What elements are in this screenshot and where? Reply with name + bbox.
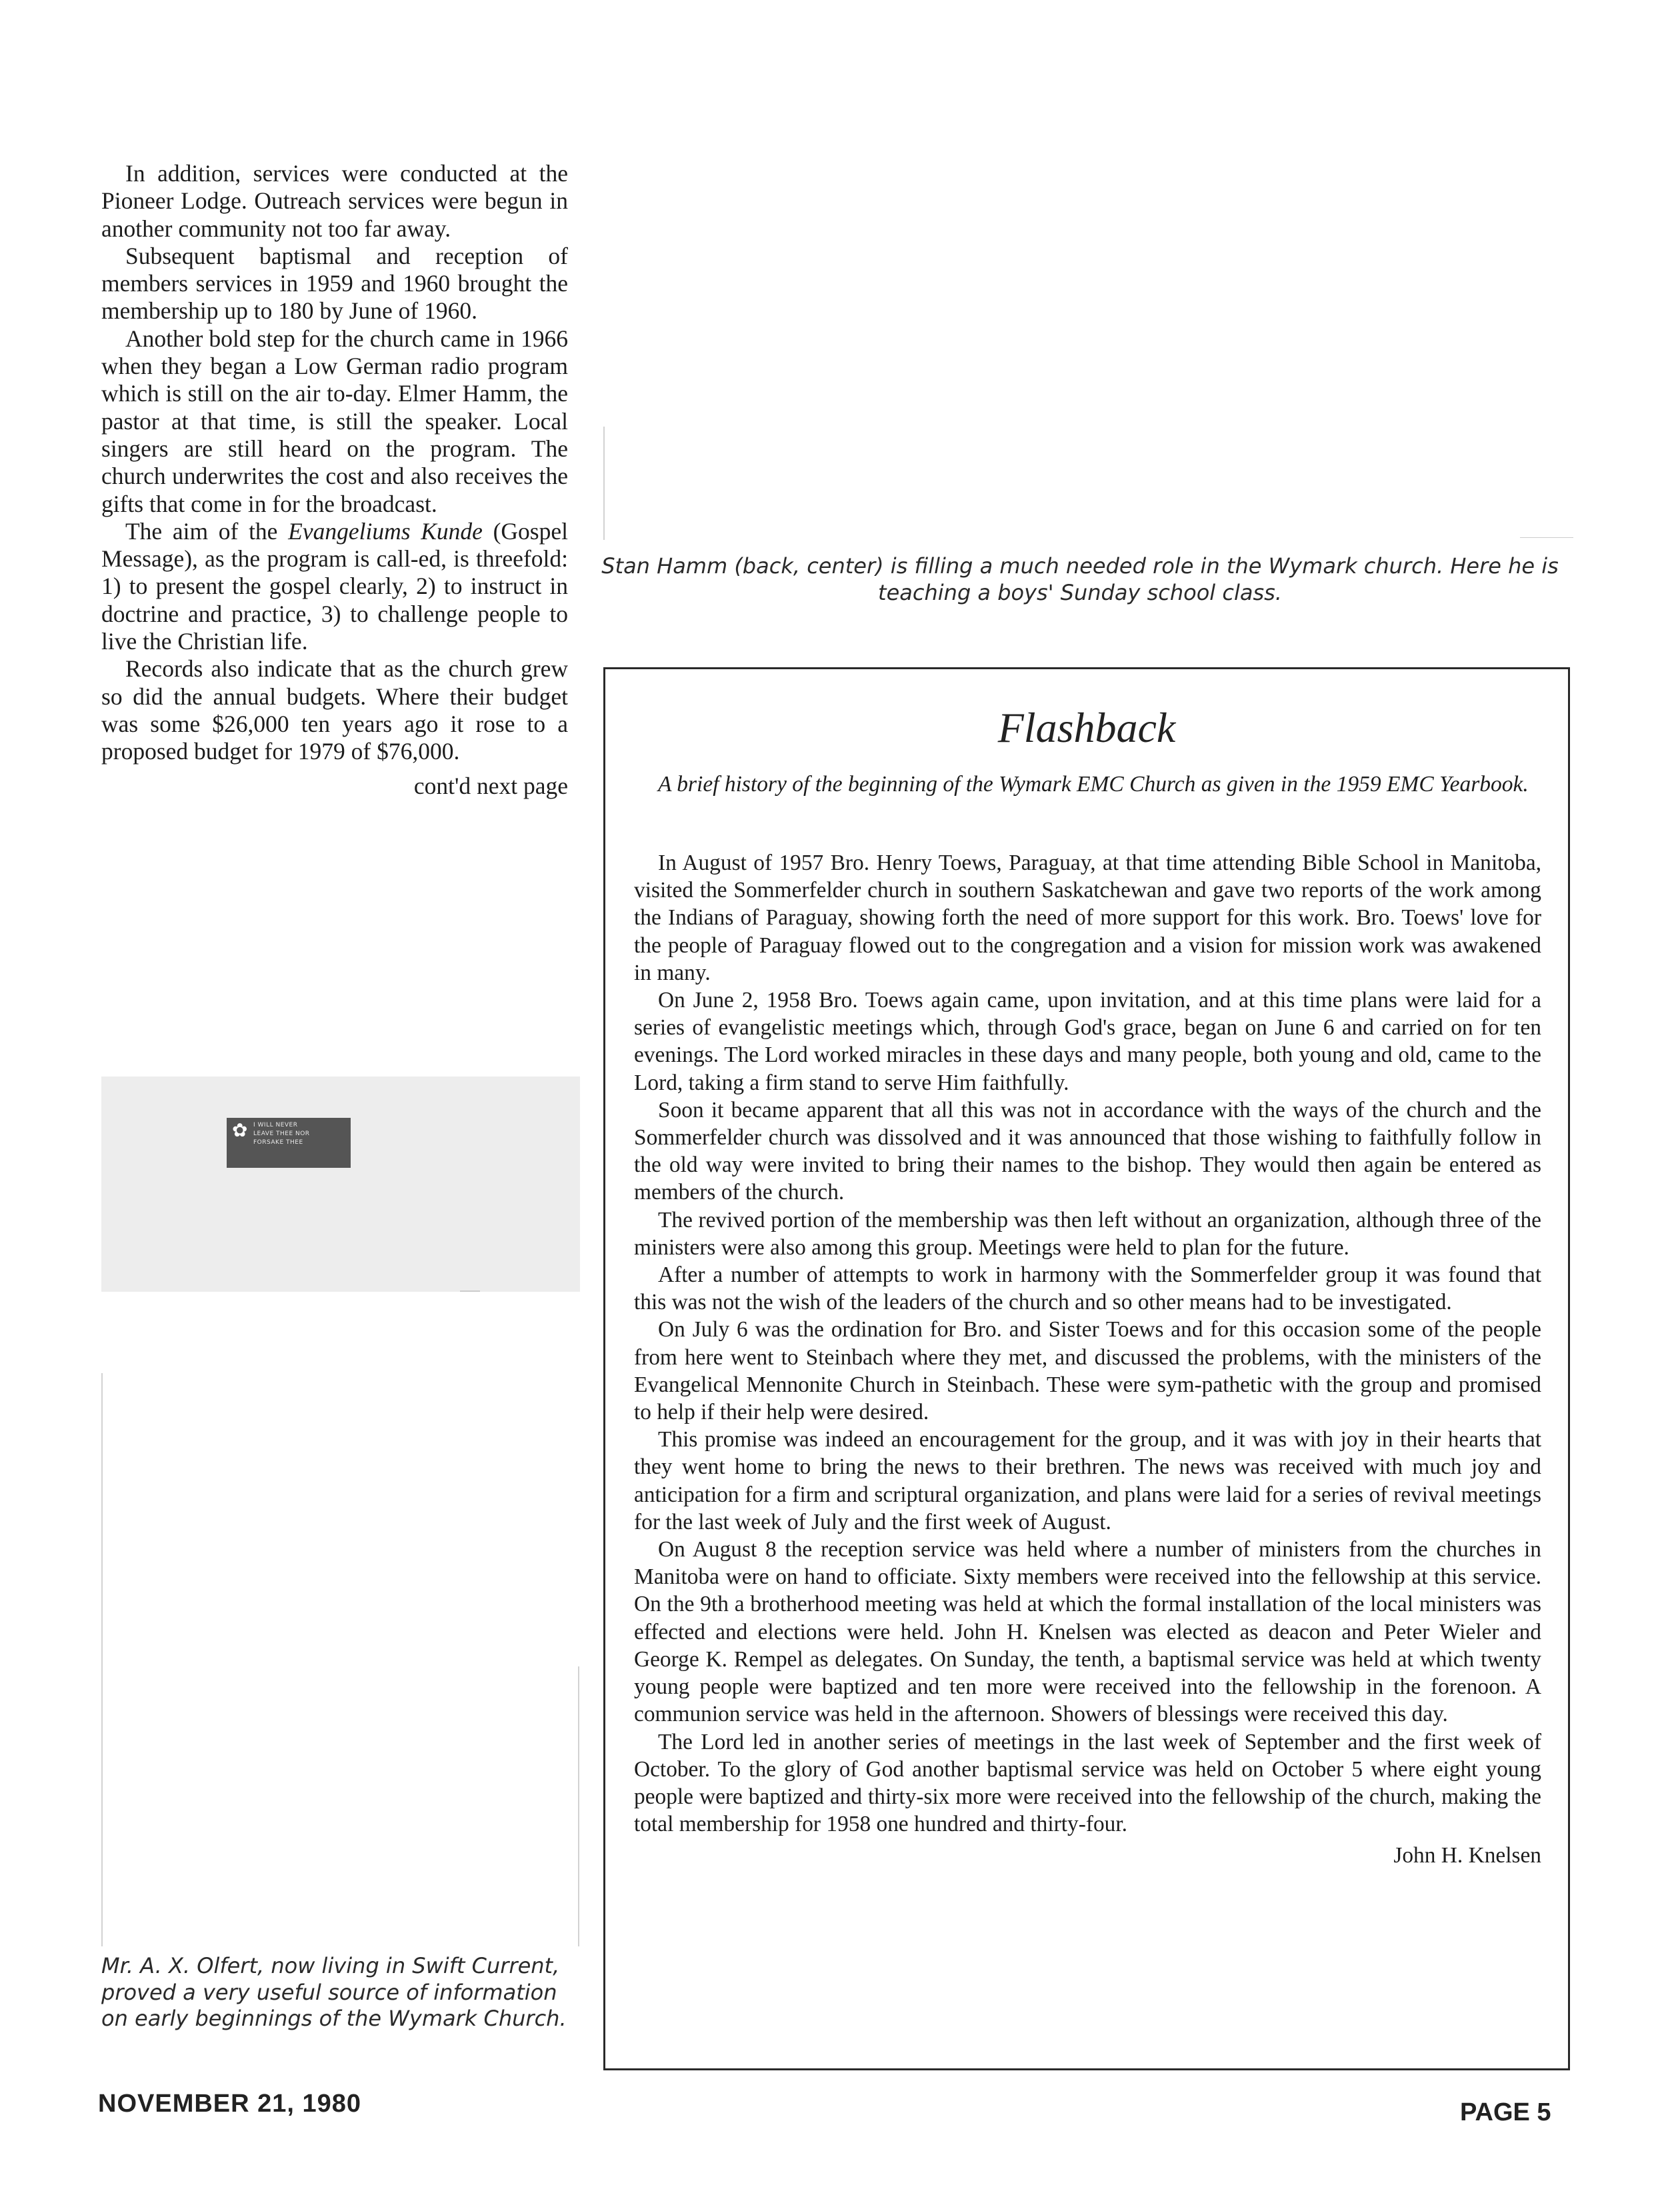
plaque-photo [101, 1077, 580, 1292]
flashback-paragraph: In August of 1957 Bro. Henry Toews, Paraguay, at that time attending Bible School in Manitoba, visited the Sommerfelder church in southern Saskatchewan and gave two reports of the work among the Indians of Paraguay, showing forth the need of more support for this work. Bro. Toews' love for the people of Paraguay flowed out to the congregation and a vision for mission work was awakened in many. [634, 851, 1541, 985]
flashback-paragraph: On July 6 was the ordination for Bro. and Sister Toews and for this occasion some of the people from here went to Steinbach where they met, and discussed the problems, with the ministers of the Evangelical Mennonite Church in Steinbach. These were sym-pathetic with the group and promised to help if their help were desired. [634, 1317, 1541, 1425]
flashback-signature: John H. Knelsen [1393, 1843, 1541, 1868]
flashback-intro: A brief history of the beginning of the Wymark EMC Church as given in the 1959 EMC Yearbook. [658, 772, 1529, 797]
flower-decoration-icon: ✿ [232, 1119, 248, 1141]
article-left-column [101, 160, 568, 800]
flashback-paragraph: The revived portion of the membership was then left without an organization, although three of the ministers were also among this group. Meetings were held to plan for the future. [634, 1207, 1541, 1260]
plaque-line: FORSAKE THEE [253, 1139, 303, 1146]
program-title: Evangeliums Kunde [288, 517, 483, 545]
flashback-paragraph: On August 8 the reception service was held where a number of ministers from the churches in Manitoba were on hand to officiate. Sixty members were received into the fellowship at this service. On the 9th a brotherhood meeting was held at which the formal installation of the local ministers was effected and elections were held. John H. Knelsen was elected as deacon and Peter Wieler and George K. Rempel as delegates. On Sunday, the tenth, a baptismal service was held at which twenty young people were baptized and ten more were received into the fellowship in the forenoon. A communion service was held in the afternoon. Showers of blessings were received this day. [634, 1537, 1541, 1727]
article-paragraph: Another bold step for the church came in 1966 when they began a Low German radio program which is still on the air to-day. Elmer Hamm, the pastor at that time, is still the speaker. Local singers are still heard on the program. The church underwrites the cost and also receives the gifts that come in for the broadcast. [101, 325, 568, 517]
aim-text-end: (Gospel Message), as the program is call-ed, is threefold: 1) to present the gospel clearly, 2) to instruct in doctrine and practice, 3) to challenge people to live the Christian life. [101, 517, 568, 655]
photo-edge-line [101, 1373, 103, 1946]
article-paragraph: In addition, services were conducted at the Pioneer Lodge. Outreach services were begun in another community not too far away. [101, 160, 568, 242]
flashback-paragraph: After a number of attempts to work in harmony with the Sommerfelder group it was found that this was not the wish of the leaders of the church and so other means had to be investigated. [634, 1262, 1541, 1315]
continued-note: cont'd next page [413, 772, 568, 799]
article-paragraph: Records also indicate that as the church grew so did the annual budgets. Where their budget was some $26,000 ten years ago it rose to a proposed budget for 1979 of $76,000. [101, 655, 568, 765]
flashback-paragraph: The Lord led in another series of meetings in the last week of September and the first week of October. To the glory of God another baptismal service was held on October 5 where eight young people were baptized and thirty-six more were received into the fellowship of the church, making the total membership for 1958 one hundred and thirty-four. [634, 1729, 1541, 1837]
photo-caption-right: Stan Hamm (back, center) is filling a much needed role in the Wymark church. Here he is teaching a boys' Sunday school class. [601, 553, 1559, 605]
flashback-paragraph: This promise was indeed an encouragement for the group, and it was with joy in their hearts that they went home to bring the news to their brethren. The news was received with much joy and anticipation for a firm and scriptural organization, and plans were laid for a series of revival meetings for the last week of July and the first week of August. [634, 1427, 1541, 1534]
wall-plaque [227, 1118, 351, 1168]
flashback-paragraph: On June 2, 1958 Bro. Toews again came, upon invitation, and at this time plans were laid for a series of evangelistic meetings which, through God's grace, began on June 6 and carried on for ten evenings. The Lord worked miracles in these days and many people, both young and old, came to the Lord, taking a firm stand to serve Him faithfully. [634, 988, 1541, 1095]
flashback-body [634, 849, 1541, 1870]
photo-edge-mark [460, 1290, 480, 1292]
flashback-box [603, 667, 1570, 2070]
photo-edge-mark [1520, 537, 1573, 538]
plaque-line: LEAVE THEE NOR [253, 1130, 310, 1137]
article-paragraph-aim [101, 518, 568, 655]
footer-date: NOVEMBER 21, 1980 [98, 2090, 362, 2118]
photo-edge-line [578, 1666, 579, 1946]
flashback-title: Flashback [997, 704, 1176, 751]
flashback-paragraph: Soon it became apparent that all this was not in accordance with the ways of the church and the Sommerfelder church was dissolved and it was announced that those wishing to faithfully follow in the old way were invited to bring their names to the bishop. They would then again be entered as members of the church. [634, 1097, 1541, 1205]
photo-caption-left: Mr. A. X. Olfert, now living in Swift Current, proved a very useful source of information on early beginnings of the Wymark Church. [101, 1953, 567, 2031]
aim-text-start: The aim of the [125, 517, 289, 545]
plaque-line: I WILL NEVER [253, 1122, 298, 1128]
page-number: PAGE 5 [1460, 2098, 1551, 2126]
article-paragraph: Subsequent baptismal and reception of members services in 1959 and 1960 brought the membership up to 180 by June of 1960. [101, 242, 568, 325]
photo-edge-line [603, 427, 605, 540]
